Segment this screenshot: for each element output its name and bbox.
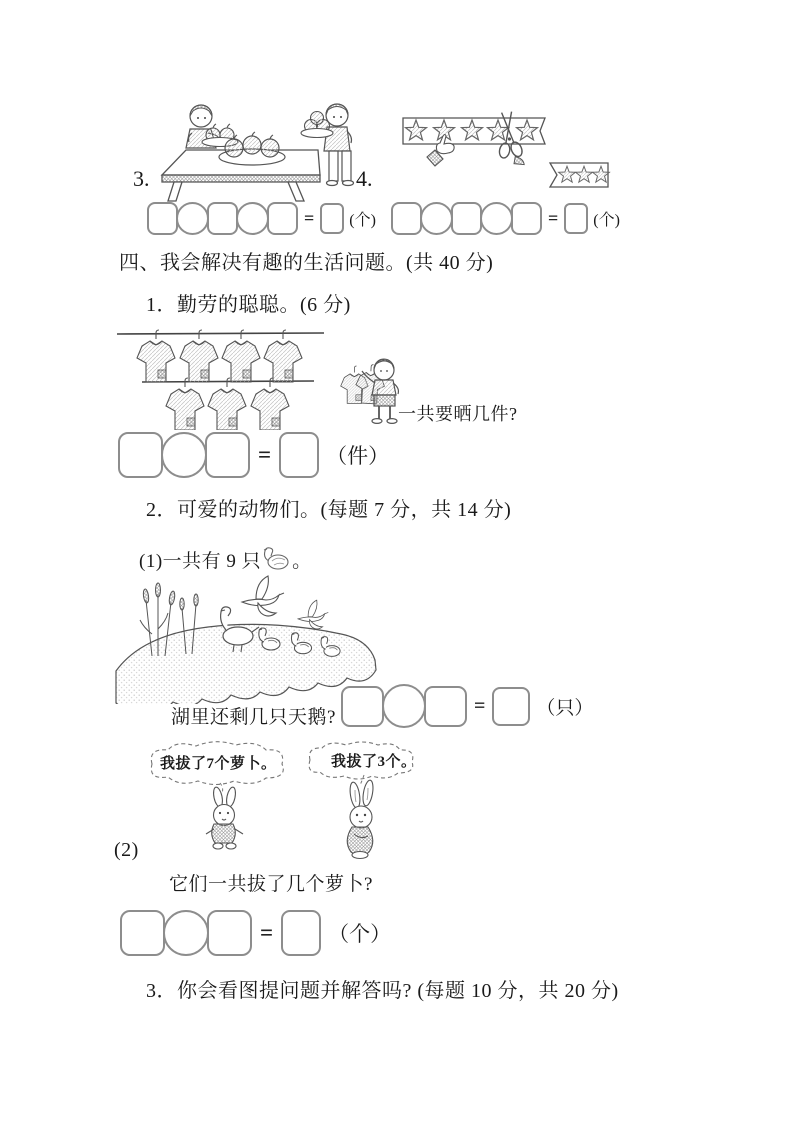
rabbit-right-speech: 我拔了3个。	[331, 754, 417, 770]
operator-circle	[420, 202, 453, 235]
answer-box	[391, 202, 422, 235]
problem3-title: 3．你会看图提问题并解答吗? (每题 10 分，共 20 分)	[146, 980, 619, 1002]
problem2-part1-intro	[139, 547, 312, 574]
operator-circle	[161, 432, 207, 478]
equation-row-q4	[391, 202, 620, 235]
result-box	[281, 910, 321, 956]
result-box	[320, 203, 344, 234]
answer-box	[341, 686, 384, 727]
equals-sign: =	[474, 694, 486, 717]
unit-label: (个)	[593, 212, 620, 229]
answer-box	[511, 202, 542, 235]
result-box	[279, 432, 319, 478]
answer-box	[120, 910, 165, 956]
operator-circle	[236, 202, 269, 235]
answer-box	[451, 202, 482, 235]
equals-sign: =	[258, 442, 272, 467]
intro-period: 。	[292, 551, 312, 572]
unit-label: （只）	[536, 697, 594, 719]
problem2-part2-label: (2)	[114, 839, 139, 861]
unit-label: （件）	[326, 444, 390, 468]
cut-star-piece	[550, 163, 609, 187]
answer-box	[207, 910, 252, 956]
operator-circle	[480, 202, 513, 235]
problem2-part2-question: 它们一共拔了几个萝卜?	[169, 874, 373, 895]
equation-row-problem1	[118, 432, 389, 478]
result-box	[492, 687, 530, 726]
answer-box	[424, 686, 467, 727]
section-four-heading: 四、我会解决有趣的生活问题。(共 40 分)	[119, 252, 494, 274]
swan-icon	[263, 547, 290, 571]
rabbit-right	[347, 779, 374, 858]
problem1-question: 一共要晒几件?	[398, 404, 518, 424]
equals-sign: =	[260, 920, 274, 945]
equals-sign: =	[304, 208, 315, 228]
question-3-label: 3.	[133, 166, 150, 191]
star-ribbon-scissors-illustration	[395, 105, 625, 200]
equals-sign: =	[548, 208, 559, 228]
equation-row-q3	[147, 202, 376, 235]
unit-label: (个)	[349, 212, 376, 229]
answer-box	[205, 432, 250, 478]
intro-text: (1)一共有 9 只	[139, 551, 262, 572]
rabbit-left-speech: 我拔了7个萝卜。	[160, 756, 277, 772]
operator-circle	[382, 684, 426, 728]
apples-table-illustration	[128, 93, 428, 218]
result-box	[564, 203, 588, 234]
rabbit-left	[206, 786, 243, 849]
equation-row-problem2-part2	[120, 910, 391, 956]
question-4-label: 4.	[356, 166, 373, 191]
problem1-title: 1．勤劳的聪聪。(6 分)	[146, 294, 351, 316]
problem2-part1-question: 湖里还剩几只天鹅?	[171, 707, 336, 728]
problem2-title: 2．可爱的动物们。(每题 7 分，共 14 分)	[146, 499, 512, 521]
operator-circle	[176, 202, 209, 235]
answer-box	[147, 202, 178, 235]
answer-box	[267, 202, 298, 235]
answer-box	[207, 202, 238, 235]
unit-label: （个）	[328, 922, 392, 946]
equation-row-problem2-part1	[341, 684, 593, 728]
clothes-line-top	[117, 333, 324, 334]
answer-box	[118, 432, 163, 478]
operator-circle	[163, 910, 209, 956]
